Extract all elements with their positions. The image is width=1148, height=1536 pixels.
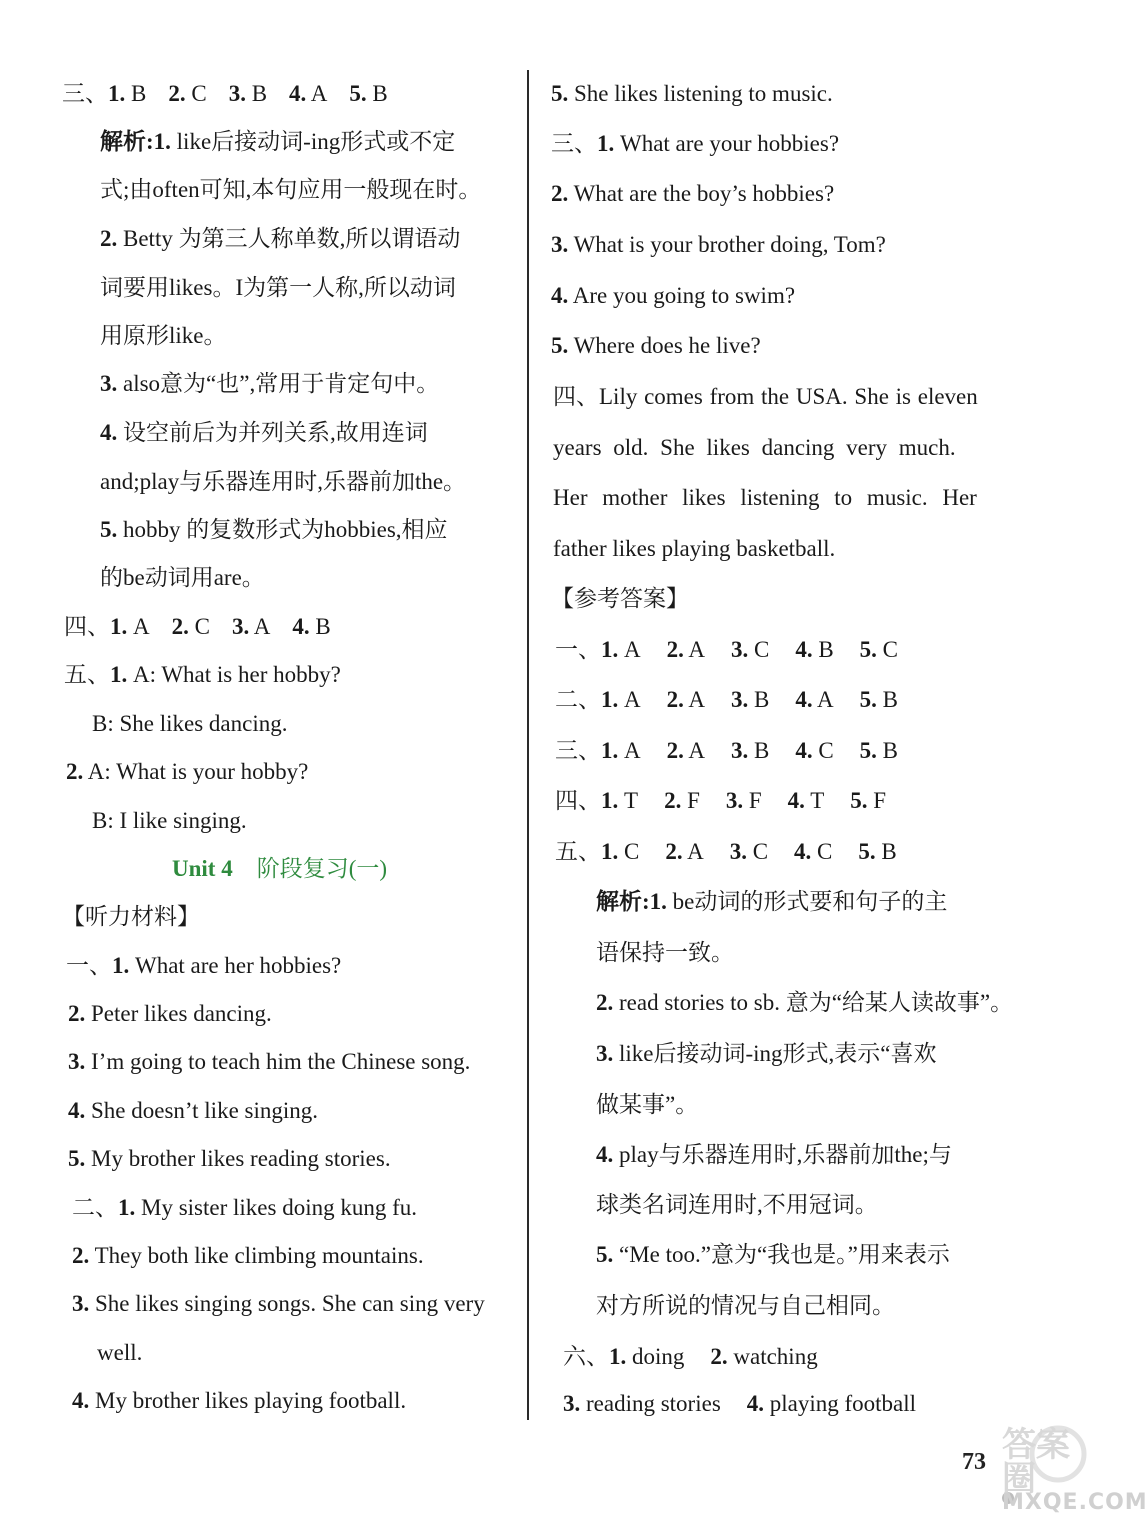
- answer-line: 五、1. A: What is her hobby?: [64, 662, 341, 687]
- explanation-line: 4. 设空前后为并列关系,故用连词: [100, 420, 428, 445]
- answer-line: 六、1. doing 2. watching: [563, 1344, 818, 1369]
- explanation-line: 做某事”。: [596, 1092, 699, 1117]
- script-paragraph-line: years old. She likes dancing very much.: [553, 435, 956, 460]
- explanation-line: 2. Betty 为第三人称单数,所以谓语动: [100, 226, 461, 251]
- answer-row-3: 三、1. B 2. C 3. B 4. A 5. B: [62, 81, 388, 106]
- explanation-line: 对方所说的情况与自己相同。: [596, 1293, 895, 1318]
- explanation-line: 球类名词连用时,不用冠词。: [596, 1192, 878, 1217]
- explanation-line: 5. hobby 的复数形式为hobbies,相应: [100, 517, 448, 542]
- explanation-line: 词要用likes。I为第一人称,所以动词: [100, 275, 456, 300]
- script-paragraph-line: Her mother likes listening to music. Her: [553, 485, 977, 510]
- explanation-line: 解析:1. like后接动词-ing形式或不定: [100, 129, 456, 154]
- explanation-line: 3. like后接动词-ing形式,表示“喜欢: [596, 1041, 937, 1066]
- answer-line: B: She likes dancing.: [92, 711, 288, 736]
- explanation-line: 的be动词用are。: [100, 565, 265, 590]
- unit-heading: Unit 4 阶段复习(一): [172, 856, 388, 881]
- script-line: 3. She likes singing songs. She can sing very: [72, 1291, 485, 1316]
- answer-line: 2. A: What is your hobby?: [66, 759, 309, 784]
- answer-row-2: 二、1. A 2. A 3. B 4. A 5. B: [555, 687, 898, 712]
- script-line: 4. My brother likes playing football.: [72, 1388, 407, 1413]
- watermark-url: MXQE.COM: [1002, 1490, 1148, 1515]
- script-line: 5. She likes listening to music.: [551, 81, 833, 106]
- script-line: 4. Are you going to swim?: [551, 283, 796, 308]
- answer-row-4: 四、1. T 2. F 3. F 4. T 5. F: [555, 788, 887, 813]
- watermark-text: 答案圈: [1002, 1425, 1070, 1499]
- script-line: 5. Where does he live?: [551, 333, 761, 358]
- script-line: 5. My brother likes reading stories.: [68, 1146, 391, 1171]
- column-divider: [527, 70, 529, 1420]
- script-line: 3. What is your brother doing, Tom?: [551, 232, 886, 257]
- script-paragraph-line: 四、Lily comes from the USA. She is eleven: [553, 384, 978, 409]
- explanation-line: 4. play与乐器连用时,乐器前加the;与: [596, 1142, 952, 1167]
- script-line: 2. What are the boy’s hobbies?: [551, 181, 835, 206]
- section-heading: 【参考答案】: [551, 586, 689, 611]
- explanation-line: 解析:1. be动词的形式要和句子的主: [596, 889, 948, 914]
- script-line: 4. She doesn’t like singing.: [68, 1098, 319, 1123]
- explanation-line: 3. also意为“也”,常用于肯定句中。: [100, 371, 440, 396]
- explanation-line: and;play与乐器连用时,乐器前加the。: [100, 469, 467, 494]
- explanation-line: 式;由often可知,本句应用一般现在时。: [100, 177, 482, 202]
- answer-row-3: 三、1. A 2. A 3. B 4. C 5. B: [555, 738, 898, 763]
- answer-row-5: 五、1. C 2. A 3. C 4. C 5. B: [555, 839, 897, 864]
- script-line: 2. Peter likes dancing.: [68, 1001, 272, 1026]
- explanation-line: 用原形like。: [100, 323, 227, 348]
- section-heading: 【听力材料】: [62, 904, 200, 929]
- answer-line: B: I like singing.: [92, 808, 247, 833]
- script-line: well.: [97, 1340, 143, 1365]
- page-number: 73: [962, 1449, 986, 1475]
- script-line: 一、1. What are her hobbies?: [66, 953, 342, 978]
- script-line: 2. They both like climbing mountains.: [72, 1243, 424, 1268]
- script-line: 三、1. What are your hobbies?: [551, 131, 840, 156]
- script-paragraph-line: father likes playing basketball.: [553, 536, 836, 561]
- explanation-line: 语保持一致。: [596, 940, 734, 965]
- explanation-line: 5. “Me too.”意为“我也是。”用来表示: [596, 1242, 950, 1267]
- explanation-line: 2. read stories to sb. 意为“给某人读故事”。: [596, 990, 1014, 1015]
- script-line: 3. I’m going to teach him the Chinese song.: [68, 1049, 471, 1074]
- answer-row-1: 一、1. A 2. A 3. C 4. B 5. C: [555, 637, 898, 662]
- answer-line: 3. reading stories 4. playing football: [563, 1391, 917, 1416]
- answer-row-4: 四、1. A 2. C 3. A 4. B: [64, 614, 331, 639]
- script-line: 二、1. My sister likes doing kung fu.: [72, 1195, 417, 1220]
